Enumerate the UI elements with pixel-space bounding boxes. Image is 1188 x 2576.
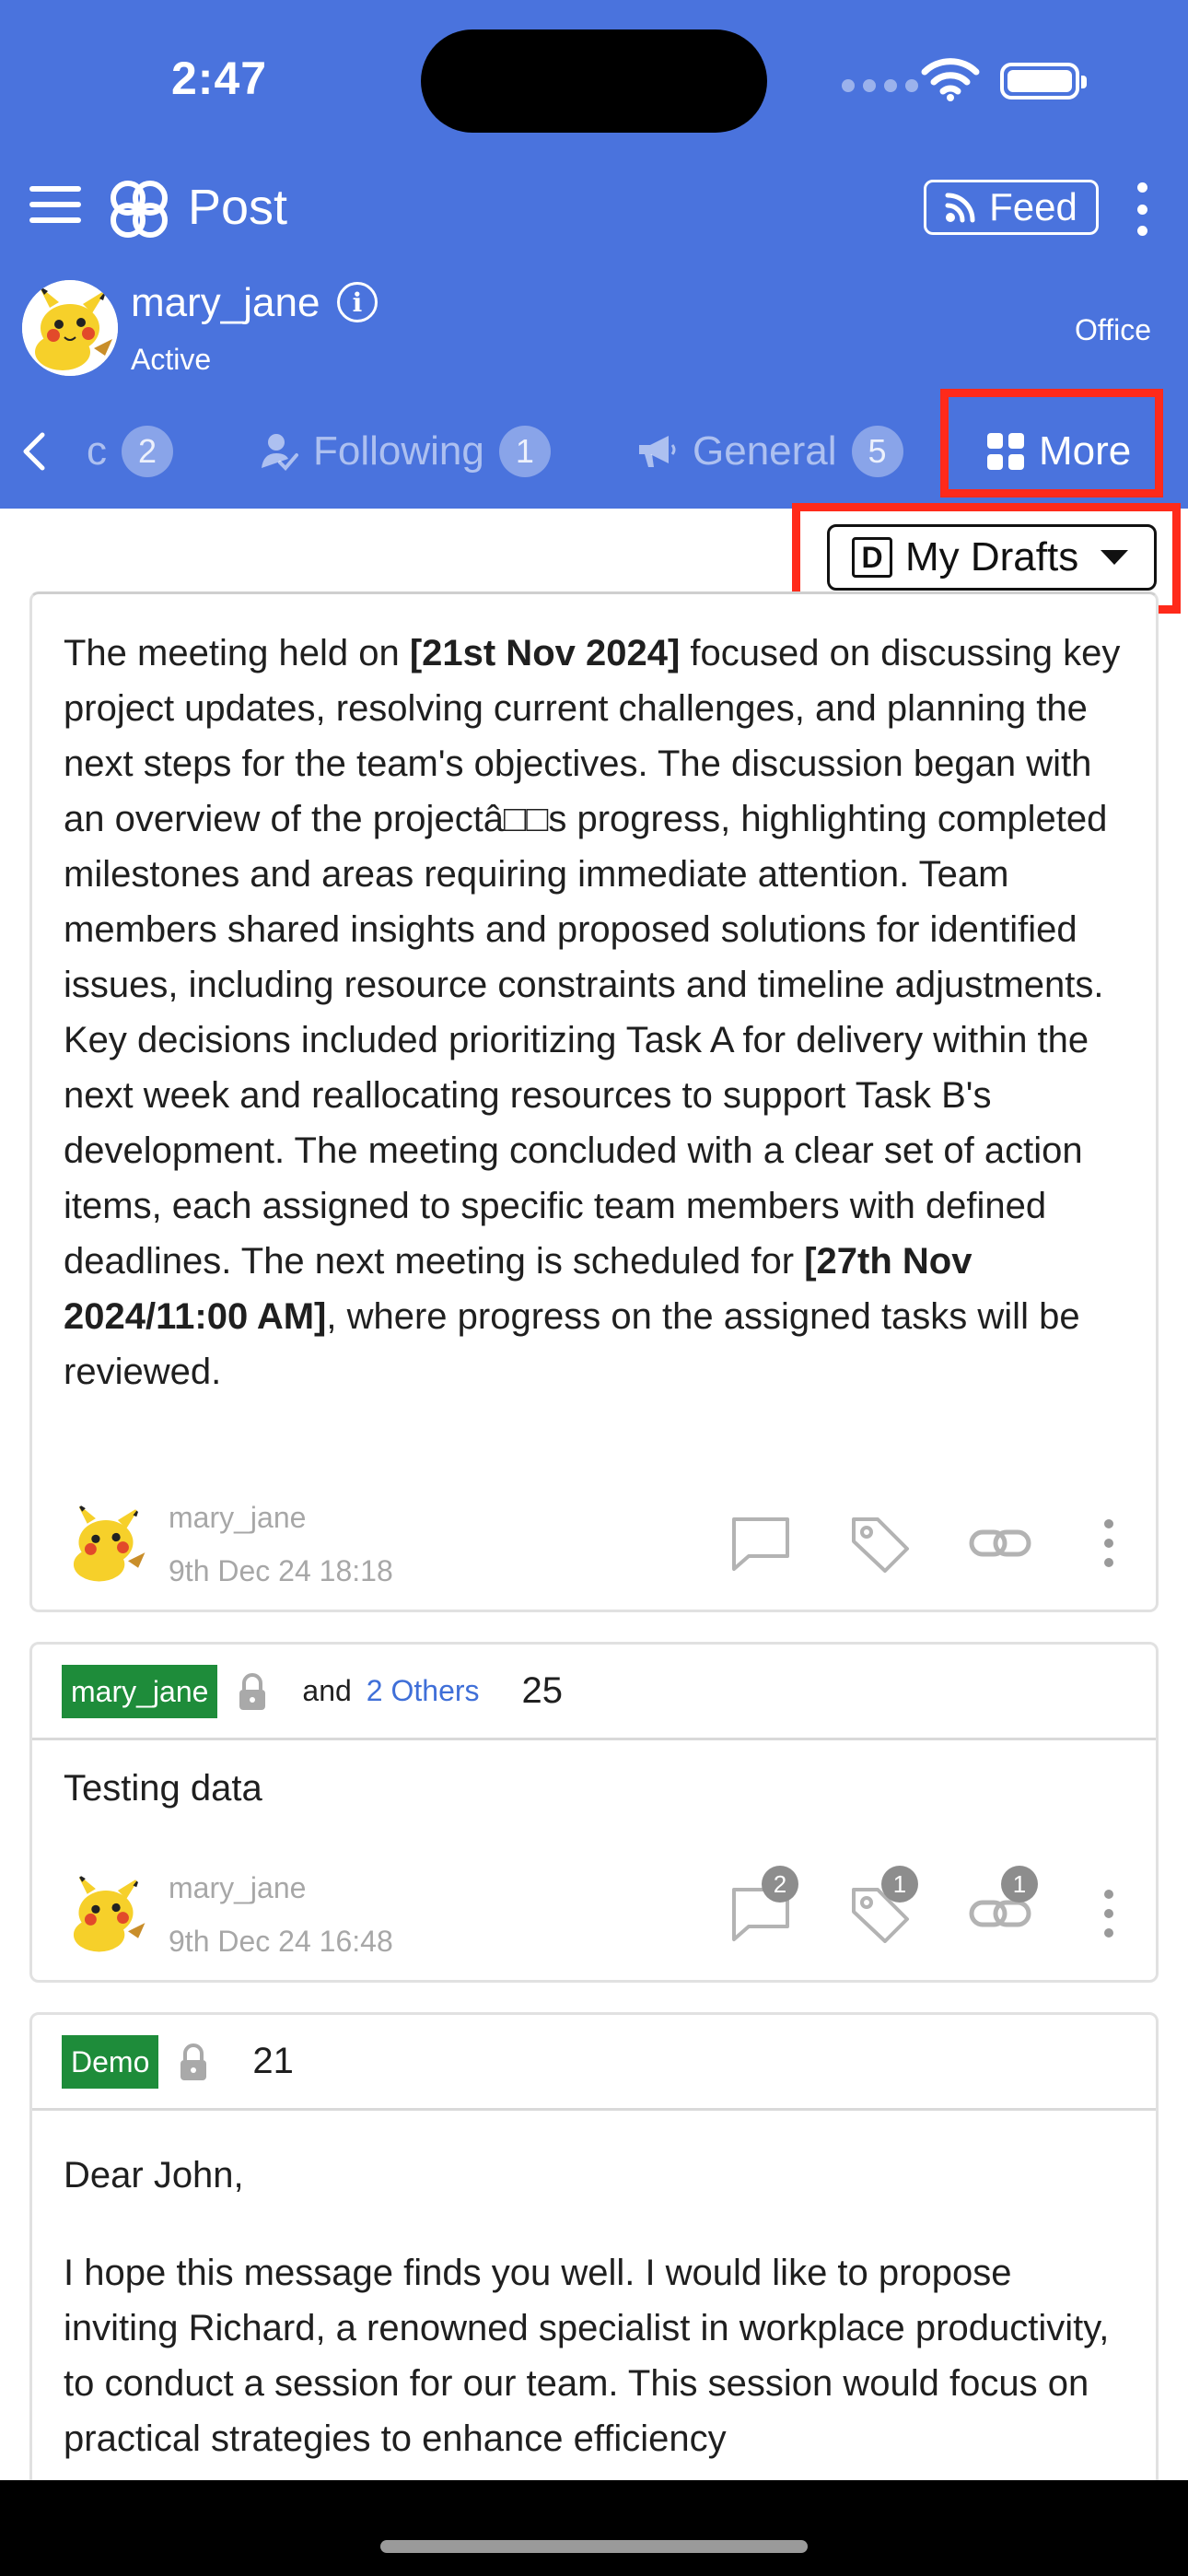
feed-label: Feed [989, 185, 1077, 228]
tag-icon[interactable] [848, 1514, 913, 1573]
post-text: The meeting held on [64, 633, 410, 673]
post-footer [32, 1866, 1159, 1967]
post-text: focused on discussing key project updates, resolving current challenges, and planning the next steps for the team's objectives. The discussion began with an overview of the projectâ□□s progress, highlighting completed milestones and areas requiring immediate attention. Team members shared insights and proposed solutions for identified issues, including resource constraints and timeline adjustments. Key decisions included prioritizing Task A for delivery within the next week and reallocating resources to support Task B's development. The meeting concluded with a clear set of action items, each assigned to specific team members with defined deadlines. The next meeting is scheduled for [64, 633, 1121, 1282]
group-tag[interactable]: Demo [62, 2035, 158, 2089]
tab-label: More [1039, 428, 1132, 474]
post-options-icon[interactable] [1102, 1890, 1115, 1938]
post-card [29, 591, 1159, 1612]
comment-count-badge: 2 [762, 1866, 798, 1903]
post-greeting: Dear John, [64, 2155, 244, 2195]
pikachu-avatar-icon [62, 1868, 150, 1957]
battery-icon [1000, 63, 1079, 100]
status-time: 2:47 [171, 53, 268, 104]
post-footer [32, 1495, 1159, 1597]
dynamic-island [421, 29, 767, 133]
tab-count-badge: 2 [122, 426, 173, 477]
bottom-bar [0, 2480, 1188, 2576]
author-avatar[interactable] [62, 1868, 150, 1957]
post-text-bold: [21st Nov 2024] [409, 633, 681, 673]
feed-button[interactable] [924, 180, 1099, 235]
author-name: mary_jane [169, 1501, 307, 1534]
tab-count-badge: 5 [852, 426, 903, 477]
drafts-selected-label: My Drafts [905, 534, 1079, 580]
comment-icon[interactable] [728, 1514, 793, 1573]
caret-down-icon [1101, 550, 1128, 565]
lock-icon [177, 2042, 210, 2082]
post-header [32, 2015, 1156, 2111]
drafts-icon: D [852, 537, 892, 578]
author-avatar[interactable] [62, 1498, 150, 1587]
tab-following[interactable] [258, 394, 551, 509]
more-options-icon[interactable] [1131, 182, 1153, 236]
post-header [32, 1645, 1156, 1740]
user-avatar[interactable] [22, 280, 118, 376]
chevron-left-icon[interactable] [17, 431, 53, 472]
lock-icon [236, 1671, 269, 1712]
home-indicator[interactable] [380, 2540, 808, 2553]
recipients-and: and [302, 1674, 352, 1707]
tab-label: General [693, 428, 837, 474]
comment-button[interactable] [728, 1869, 793, 1943]
menu-icon[interactable] [29, 186, 81, 223]
tab-c[interactable] [87, 394, 173, 509]
others-link[interactable]: 2 Others [366, 1674, 480, 1707]
post-body: Testing data [64, 1768, 262, 1809]
page-title: Post [188, 180, 288, 235]
post-count: 25 [521, 1670, 564, 1711]
link-button[interactable] [968, 1869, 1032, 1943]
user-status: Active [131, 343, 212, 376]
app-header [0, 0, 1188, 509]
link-icon[interactable] [968, 1514, 1032, 1573]
post-options-icon[interactable] [1102, 1519, 1115, 1567]
tag-button[interactable] [848, 1869, 913, 1943]
post-body [32, 594, 1156, 1399]
user-location: Office [1075, 313, 1151, 346]
post-text: , where progress on the assigned tasks will be reviewed. [64, 1296, 1080, 1392]
rss-icon [945, 192, 976, 223]
user-name: mary_jane [131, 280, 320, 325]
post-timestamp: 9th Dec 24 16:48 [169, 1925, 393, 1958]
app-logo-icon [107, 177, 171, 241]
group-tag[interactable]: mary_jane [62, 1665, 217, 1718]
drafts-filter-select[interactable] [827, 524, 1157, 591]
megaphone-icon [635, 432, 678, 471]
user-check-icon [258, 431, 298, 472]
post-timestamp: 9th Dec 24 18:18 [169, 1554, 393, 1587]
category-tabs [0, 394, 1188, 509]
post-body: I hope this message finds you well. I would like to propose inviting Richard, a renowned specialist in workplace productivity, to conduct a session for our team. This session would focus on practical strategies to enhance efficiency [64, 2253, 1110, 2459]
grid-icon [987, 433, 1024, 470]
post-card [29, 1642, 1159, 1983]
tab-count-badge: 1 [499, 426, 551, 477]
tab-general[interactable] [635, 394, 903, 509]
tab-more[interactable] [987, 394, 1131, 509]
post-text-bold: [27th Nov 2024/11:00 AM] [64, 1241, 973, 1337]
tag-count-badge: 1 [881, 1866, 918, 1903]
tab-label: Following [313, 428, 484, 474]
link-count-badge: 1 [1001, 1866, 1038, 1903]
info-icon[interactable]: i [337, 282, 378, 322]
author-name: mary_jane [169, 1871, 307, 1904]
wifi-icon [921, 55, 980, 101]
signal-icon [842, 79, 918, 92]
post-count: 21 [252, 2041, 294, 2081]
pikachu-avatar-icon [22, 280, 118, 376]
tab-label: c [87, 428, 107, 474]
pikachu-avatar-icon [62, 1498, 150, 1587]
